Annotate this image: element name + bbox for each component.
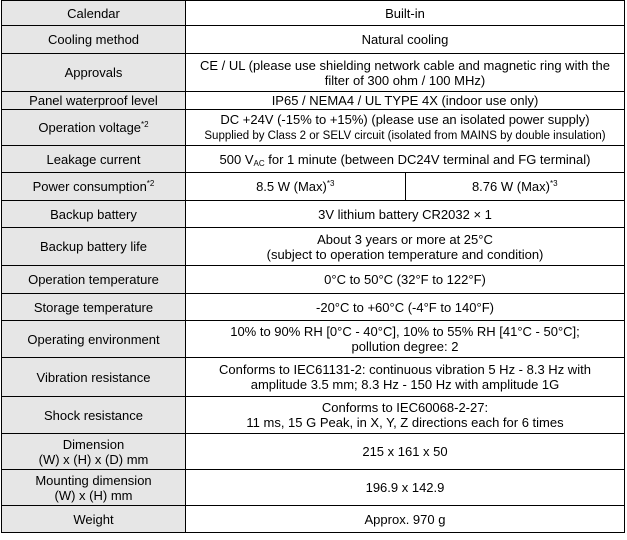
voltage-label-note: *2 <box>141 120 149 129</box>
power-a-note: *3 <box>326 179 335 188</box>
mounting-label-line2: (W) x (H) mm <box>54 487 133 503</box>
power-label-note: *2 <box>146 179 155 188</box>
row-leakage <box>2 146 625 173</box>
power-a-text: 8.5 W (Max) <box>256 179 327 194</box>
label-shock: Shock resistance <box>2 397 186 434</box>
approvals-line2: filter of 300 ohm / 100 MHz) <box>324 72 486 88</box>
value-leakage <box>186 146 625 173</box>
row-shock <box>2 397 625 434</box>
value-environment <box>186 321 625 358</box>
value-power-a <box>186 173 406 201</box>
row-storage-temp <box>2 294 625 321</box>
row-waterproof <box>2 92 625 110</box>
value-storage-temp: -20°C to +60°C (-4°F to 140°F) <box>186 294 625 321</box>
vibration-line2: amplitude 3.5 mm; 8.3 Hz - 150 Hz with amplitude 1G <box>250 377 560 392</box>
value-approvals <box>186 54 625 92</box>
voltage-label-text: Operation voltage <box>38 120 142 135</box>
dimension-label-line1: Dimension <box>62 436 125 452</box>
value-dimension: 215 x 161 x 50 <box>186 434 625 470</box>
voltage-line1: DC +24V (-15% to +15%) (please use an isolated power supply) <box>220 111 590 127</box>
row-battery-life <box>2 228 625 266</box>
power-b-note: *3 <box>549 179 558 188</box>
environment-line1: 10% to 90% RH [0°C - 40°C], 10% to 55% RH [41°C - 50°C]; <box>230 324 580 339</box>
label-environment: Operating environment <box>2 321 186 358</box>
label-leakage: Leakage current <box>2 146 186 173</box>
value-waterproof: IP65 / NEMA4 / UL TYPE 4X (indoor use only) <box>186 92 625 110</box>
row-calendar <box>2 1 625 26</box>
row-dimension <box>2 434 625 470</box>
leakage-sub: AC <box>253 158 265 168</box>
value-cooling: Natural cooling <box>186 26 625 54</box>
row-op-temp <box>2 266 625 294</box>
label-storage-temp: Storage temperature <box>2 294 186 321</box>
label-weight: Weight <box>2 506 186 533</box>
value-battery-life <box>186 228 625 266</box>
dimension-label-line2: (W) x (H) x (D) mm <box>38 451 149 467</box>
value-shock <box>186 397 625 434</box>
shock-line1: Conforms to IEC60068-2-27: <box>321 400 489 415</box>
value-calendar: Built-in <box>186 1 625 26</box>
label-battery: Backup battery <box>2 201 186 228</box>
value-mounting: 196.9 x 142.9 <box>186 470 625 506</box>
row-voltage <box>2 110 625 146</box>
mounting-label-line1: Mounting dimension <box>35 472 152 488</box>
spec-table <box>1 0 625 533</box>
label-waterproof: Panel waterproof level <box>2 92 186 110</box>
row-vibration <box>2 358 625 397</box>
label-cooling: Cooling method <box>2 26 186 54</box>
value-voltage <box>186 110 625 146</box>
vibration-line1: Conforms to IEC61131-2: continuous vibration 5 Hz - 8.3 Hz with <box>219 362 591 377</box>
approvals-line1: CE / UL (please use shielding network cable and magnetic ring with the <box>200 57 610 73</box>
value-vibration <box>186 358 625 397</box>
voltage-line2: Supplied by Class 2 or SELV circuit (isolated from MAINS by double insulation) <box>204 129 606 142</box>
shock-line2: 11 ms, 15 G Peak, in X, Y, Z directions each for 6 times <box>246 415 564 430</box>
leakage-pre: 500 V <box>219 151 254 167</box>
battery-life-line2: (subject to operation temperature and condition) <box>266 246 544 262</box>
row-mounting <box>2 470 625 506</box>
row-approvals <box>2 54 625 92</box>
row-environment <box>2 321 625 358</box>
label-op-temp: Operation temperature <box>2 266 186 294</box>
label-voltage <box>2 110 186 146</box>
label-dimension <box>2 434 186 470</box>
label-mounting <box>2 470 186 506</box>
value-op-temp: 0°C to 50°C (32°F to 122°F) <box>186 266 625 294</box>
row-power <box>2 173 625 201</box>
leakage-post: for 1 minute (between DC24V terminal and FG terminal) <box>264 151 591 167</box>
row-cooling <box>2 26 625 54</box>
value-weight: Approx. 970 g <box>186 506 625 533</box>
label-approvals: Approvals <box>2 54 186 92</box>
label-calendar: Calendar <box>2 1 186 26</box>
value-battery: 3V lithium battery CR2032 × 1 <box>186 201 625 228</box>
battery-life-line1: About 3 years or more at 25°C <box>317 231 493 247</box>
label-battery-life: Backup battery life <box>2 228 186 266</box>
label-power <box>2 173 186 201</box>
power-b-text: 8.76 W (Max) <box>471 179 550 194</box>
value-power-b <box>405 173 625 201</box>
row-battery <box>2 201 625 228</box>
row-weight <box>2 506 625 533</box>
power-label-text: Power consumption <box>32 179 147 194</box>
label-vibration: Vibration resistance <box>2 358 186 397</box>
environment-line2: pollution degree: 2 <box>351 339 459 354</box>
